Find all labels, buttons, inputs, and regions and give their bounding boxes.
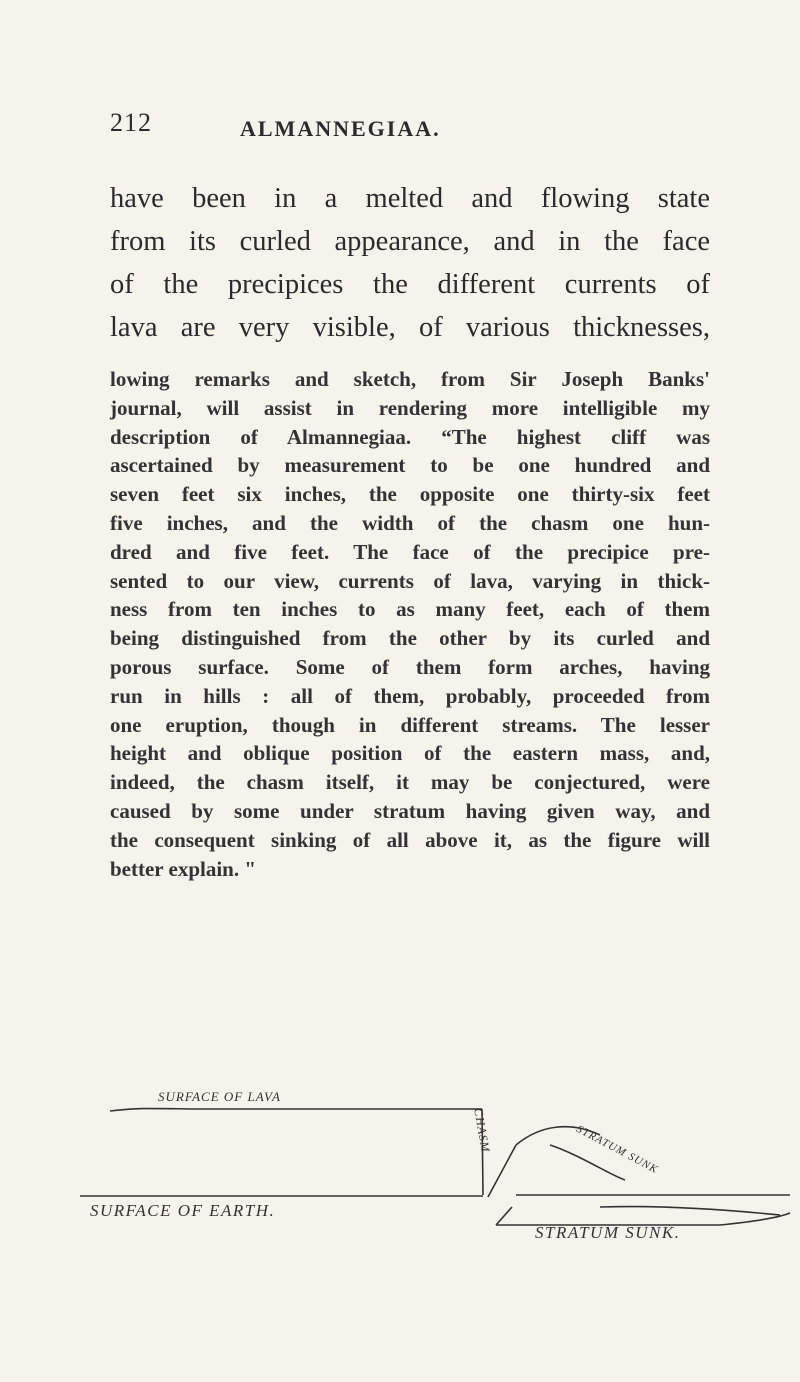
text-line: sented to our view, currents of lava, varying in thick-: [110, 568, 710, 593]
text-line: from its curled appearance, and in the face: [110, 226, 710, 257]
page-header: [110, 108, 710, 148]
quoted-paragraph: [110, 365, 710, 883]
stratum-sunk-label: STRATUM SUNK.: [535, 1223, 681, 1242]
text-line: dred and five feet. The face of the precipice pre-: [110, 539, 710, 564]
chasm-right-wall: [488, 1145, 516, 1197]
text-line: height and oblique position of the eastern mass, and,: [110, 741, 710, 766]
text-line: five inches, and the width of the chasm one hun-: [110, 510, 710, 535]
chasm-figure: [80, 1085, 800, 1265]
text-line: caused by some under stratum having given way, and: [110, 798, 710, 823]
text-line: one eruption, though in different streams. The lesser: [110, 712, 710, 737]
text-line: indeed, the chasm itself, it may be conjectured, were: [110, 770, 710, 795]
lava-surface-line: [110, 1109, 482, 1112]
main-paragraph: [110, 177, 710, 349]
chasm-lower-wall: [496, 1207, 512, 1225]
text-line: better explain. ": [110, 856, 257, 881]
text-line: lava are very visible, of various thicknesses,: [110, 312, 710, 343]
text-line: journal, will assist in rendering more intelligible my: [110, 395, 710, 420]
text-line: description of Almannegiaa. “The highest cliff was: [110, 424, 710, 449]
text-line: porous surface. Some of them form arches, having: [110, 654, 710, 679]
text-line: run in hills : all of them, probably, proceeded from: [110, 683, 710, 708]
text-line: being distinguished from the other by its curled and: [110, 626, 710, 651]
surface-of-earth-label: SURFACE OF EARTH.: [90, 1201, 276, 1220]
page-number: 212: [110, 108, 152, 137]
chasm-label: CHASM: [471, 1107, 493, 1154]
text-line: seven feet six inches, the opposite one thirty-six feet: [110, 482, 710, 507]
chasm-diagram: [80, 1085, 800, 1265]
running-title: ALMANNEGIAA.: [240, 116, 441, 141]
text-line: lowing remarks and sketch, from Sir Joseph Banks': [110, 367, 710, 391]
surface-of-lava-label: SURFACE OF LAVA: [158, 1089, 281, 1104]
stratum-sunk-curve: [600, 1206, 780, 1215]
text-line: have been in a melted and flowing state: [110, 183, 710, 214]
text-line: of the precipices the different currents of: [110, 269, 710, 300]
text-line: ascertained by measurement to be one hundred and: [110, 453, 710, 478]
text-line: the consequent sinking of all above it, as the figure will: [110, 827, 710, 852]
stratum-diagonal-label: STRATUM SUNK: [574, 1123, 661, 1177]
text-line: ness from ten inches to as many feet, each of them: [110, 597, 710, 622]
